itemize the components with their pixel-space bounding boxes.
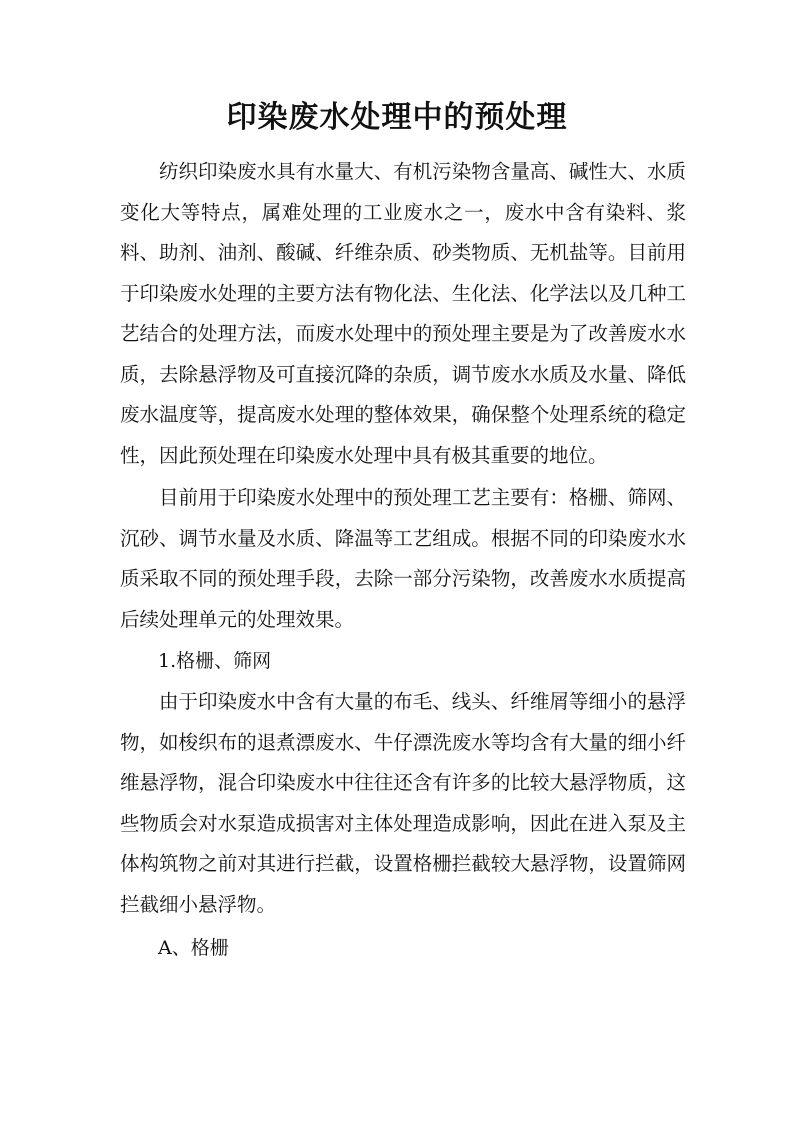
intro-paragraph: 纺织印染废水具有水量大、有机污染物含量高、碱性大、水质变化大等特点，属难处理的工业废水之一，废水中含有染料、浆料、助剂、油剂、酸碱、纤维杂质、砂类物质、无机盐等。目前用于印染废水处理的主要方法有物化法、生化法、化学法以及几种工艺结合的处理方法，而废水处理中的预处理主要是为了改善废水水质，去除悬浮物及可直接沉降的杂质，调节废水水质及水量、降低废水温度等，提高废水处理的整体效果，确保整个处理系统的稳定性，因此预处理在印染废水处理中具有极其重要的地位。	[120, 160, 686, 467]
section-heading-grid-screen: 1.格栅、筛网	[158, 650, 272, 672]
document-title: 印染废水处理中的预处理	[226, 100, 568, 135]
grid-screen-paragraph: 由于印染废水中含有大量的布毛、线头、纤维屑等细小的悬浮物，如梭织布的退煮漂废水、牛仔漂洗废水等均含有大量的细小纤维悬浮物，混合印染废水中往往还含有许多的比较大悬浮物质，这些物质会对水泵造成损害对主体处理造成影响，因此在进入泵及主体构筑物之前对其进行拦截，设置格栅拦截较大悬浮物，设置筛网拦截细小悬浮物。	[120, 690, 686, 916]
document-body	[120, 152, 686, 969]
subsection-heading-grid: A、格栅	[158, 937, 229, 959]
pretreatment-overview-paragraph: 目前用于印染废水处理中的预处理工艺主要有：格栅、筛网、沉砂、调节水量及水质、降温等工艺组成。根据不同的印染废水水质采取不同的预处理手段，去除一部分污染物，改善废水水质提高后续处理单元的处理效果。	[120, 486, 686, 631]
